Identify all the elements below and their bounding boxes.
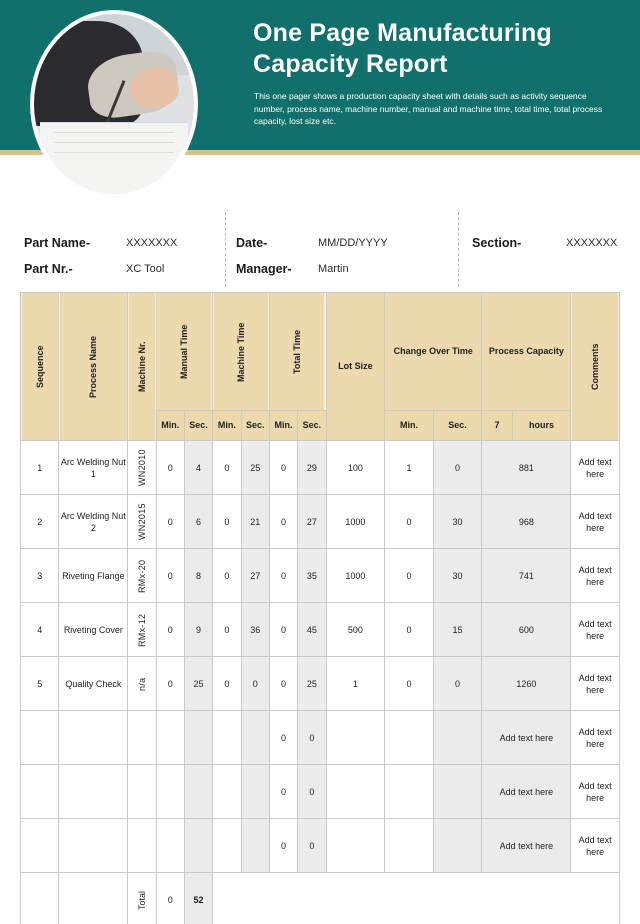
cell-machine-sec bbox=[241, 711, 269, 765]
cell-comment[interactable]: Add text here bbox=[571, 495, 620, 549]
cell-sequence bbox=[21, 711, 59, 765]
cell-total-sec: 35 bbox=[298, 549, 326, 603]
cell-manual-min: 0 bbox=[156, 441, 184, 495]
cell-machine-sec: 21 bbox=[241, 495, 269, 549]
paper-line bbox=[54, 152, 173, 153]
cell-manual-min: 0 bbox=[156, 549, 184, 603]
cell-total-min: 0 bbox=[269, 819, 297, 873]
cell-process: Quality Check bbox=[59, 657, 128, 711]
section-label: Section- bbox=[472, 236, 522, 250]
cell-total-min: 0 bbox=[269, 657, 297, 711]
cell-lot-size: 1 bbox=[326, 657, 385, 711]
cell-process-capacity: 1260 bbox=[482, 657, 571, 711]
cell-process-capacity: 968 bbox=[482, 495, 571, 549]
paper-line bbox=[54, 132, 173, 133]
cell-total-sec: 52 bbox=[184, 873, 212, 924]
cell-process: Riveting Cover bbox=[59, 603, 128, 657]
th-lot-size: Lot Size bbox=[326, 293, 385, 441]
cell-comment[interactable]: Add text here bbox=[571, 603, 620, 657]
cell-process-capacity: 600 bbox=[482, 603, 571, 657]
th-sequence: Sequence bbox=[21, 293, 59, 441]
cell-total-sec: 0 bbox=[298, 711, 326, 765]
cell-manual-sec: 9 bbox=[184, 603, 212, 657]
cell-comment[interactable]: Add text here bbox=[571, 549, 620, 603]
table-body bbox=[21, 441, 620, 924]
th-capacity-seven: 7 bbox=[482, 411, 512, 441]
cell-sequence: 4 bbox=[21, 603, 59, 657]
th-capacity-hours: hours bbox=[512, 411, 571, 441]
cell-changeover-min: 0 bbox=[385, 495, 434, 549]
cell-changeover-min: 0 bbox=[385, 549, 434, 603]
cell-total-sec: 29 bbox=[298, 441, 326, 495]
th-comments: Comments bbox=[571, 293, 620, 441]
table-row[interactable] bbox=[21, 603, 620, 657]
cell-machine-min: 0 bbox=[213, 441, 241, 495]
cell-process: Arc Welding Nut 1 bbox=[59, 441, 128, 495]
cell-changeover-sec: 30 bbox=[433, 549, 482, 603]
table-row[interactable] bbox=[21, 441, 620, 495]
part-name-value: XXXXXXX bbox=[126, 237, 178, 249]
th-manual-sec: Sec. bbox=[184, 411, 212, 441]
cell-process-capacity[interactable]: Add text here bbox=[482, 765, 571, 819]
capacity-table-wrapper bbox=[20, 292, 620, 924]
table-header-row-1 bbox=[21, 293, 620, 411]
cell-sequence: 2 bbox=[21, 495, 59, 549]
cell-manual-min bbox=[156, 711, 184, 765]
cell-machine-min: 0 bbox=[213, 495, 241, 549]
cell-machine: WN2010 bbox=[128, 441, 156, 495]
cell-changeover-sec: 30 bbox=[433, 495, 482, 549]
cell-manual-sec bbox=[184, 711, 212, 765]
cell-lot-size: 1000 bbox=[326, 495, 385, 549]
cell-total-sec: 45 bbox=[298, 603, 326, 657]
page-title: One Page Manufacturing Capacity Report bbox=[253, 19, 552, 78]
cell-changeover-sec bbox=[433, 765, 482, 819]
cell-manual-min: 0 bbox=[156, 657, 184, 711]
cell-process bbox=[59, 765, 128, 819]
cell-total-empty bbox=[21, 873, 59, 924]
cell-changeover-min: 0 bbox=[385, 603, 434, 657]
cell-machine: WN2015 bbox=[128, 495, 156, 549]
cell-machine-min: 0 bbox=[213, 657, 241, 711]
cell-process-capacity[interactable]: Add text here bbox=[482, 711, 571, 765]
cell-process-capacity: 741 bbox=[482, 549, 571, 603]
th-machine-min: Min. bbox=[213, 411, 241, 441]
info-divider-1 bbox=[225, 212, 226, 287]
cell-manual-sec: 8 bbox=[184, 549, 212, 603]
cell-changeover-min: 1 bbox=[385, 441, 434, 495]
cell-machine bbox=[128, 819, 156, 873]
cell-total-min: 0 bbox=[269, 441, 297, 495]
cell-lot-size: 100 bbox=[326, 441, 385, 495]
cell-machine bbox=[128, 711, 156, 765]
cell-machine-sec: 25 bbox=[241, 441, 269, 495]
cell-machine-min: 0 bbox=[213, 549, 241, 603]
th-manual-min: Min. bbox=[156, 411, 184, 441]
cell-lot-size bbox=[326, 711, 385, 765]
cell-sequence bbox=[21, 819, 59, 873]
table-row[interactable] bbox=[21, 657, 620, 711]
th-manual-time: Manual Time bbox=[156, 293, 213, 411]
cell-manual-min: 0 bbox=[156, 603, 184, 657]
cell-sequence: 5 bbox=[21, 657, 59, 711]
cell-machine-min bbox=[213, 819, 241, 873]
th-process-capacity: Process Capacity bbox=[482, 293, 571, 411]
cell-machine: RMx-12 bbox=[128, 603, 156, 657]
table-row[interactable] bbox=[21, 819, 620, 873]
date-value: MM/DD/YYYY bbox=[318, 237, 388, 249]
cell-process-capacity: 881 bbox=[482, 441, 571, 495]
cell-total-min: 0 bbox=[269, 765, 297, 819]
cell-machine-min: 0 bbox=[213, 603, 241, 657]
cell-lot-size: 500 bbox=[326, 603, 385, 657]
cell-comment[interactable]: Add text here bbox=[571, 657, 620, 711]
cell-machine-sec: 0 bbox=[241, 657, 269, 711]
manager-value: Martin bbox=[318, 263, 349, 275]
date-label: Date- bbox=[236, 236, 268, 250]
cell-manual-sec: 25 bbox=[184, 657, 212, 711]
cell-machine-sec: 36 bbox=[241, 603, 269, 657]
cell-changeover-min bbox=[385, 765, 434, 819]
cell-total-sec: 27 bbox=[298, 495, 326, 549]
cell-machine: RMx-20 bbox=[128, 549, 156, 603]
cell-machine: n/a bbox=[128, 657, 156, 711]
manager-label: Manager- bbox=[236, 262, 292, 276]
cell-process bbox=[59, 819, 128, 873]
cell-total-min: 0 bbox=[156, 873, 184, 924]
cell-total-min: 0 bbox=[269, 603, 297, 657]
capacity-table bbox=[20, 292, 620, 924]
cell-changeover-sec: 0 bbox=[433, 657, 482, 711]
th-change-over-time: Change Over Time bbox=[385, 293, 482, 411]
cell-sequence: 1 bbox=[21, 441, 59, 495]
cell-manual-sec bbox=[184, 819, 212, 873]
th-total-min: Min. bbox=[269, 411, 297, 441]
th-machine-sec: Sec. bbox=[241, 411, 269, 441]
cell-total-min: 0 bbox=[269, 549, 297, 603]
cell-manual-sec bbox=[184, 765, 212, 819]
cell-total-empty bbox=[59, 873, 128, 924]
cell-comment[interactable]: Add text here bbox=[571, 765, 620, 819]
report-info-block bbox=[20, 212, 620, 287]
cell-machine-min bbox=[213, 711, 241, 765]
cell-total-empty bbox=[213, 873, 620, 924]
page-subtitle: This one pager shows a production capacity sheet with details such as activity sequence number, process name, machine number, manual and machine time, total time, total process capacity, lost size etc. bbox=[254, 91, 603, 126]
th-changeover-min: Min. bbox=[385, 411, 434, 441]
cell-total-sec: 25 bbox=[298, 657, 326, 711]
cell-total-sec: 0 bbox=[298, 765, 326, 819]
cell-sequence bbox=[21, 765, 59, 819]
th-total-sec: Sec. bbox=[298, 411, 326, 441]
cell-manual-min bbox=[156, 819, 184, 873]
cell-total-min: 0 bbox=[269, 711, 297, 765]
cell-lot-size bbox=[326, 819, 385, 873]
cell-process: Arc Welding Nut 2 bbox=[59, 495, 128, 549]
cell-process: Riveting Flange bbox=[59, 549, 128, 603]
cell-changeover-min bbox=[385, 819, 434, 873]
cell-changeover-sec: 0 bbox=[433, 441, 482, 495]
cell-comment[interactable]: Add text here bbox=[571, 711, 620, 765]
table-total-row bbox=[21, 873, 620, 924]
cell-lot-size bbox=[326, 765, 385, 819]
table-row[interactable] bbox=[21, 549, 620, 603]
cell-changeover-sec bbox=[433, 711, 482, 765]
header-photo bbox=[30, 10, 198, 198]
photo-paper bbox=[40, 122, 187, 194]
cell-process-capacity[interactable]: Add text here bbox=[482, 819, 571, 873]
table-row[interactable] bbox=[21, 765, 620, 819]
part-name-label: Part Name- bbox=[24, 236, 90, 250]
cell-total-label: Total bbox=[128, 873, 156, 924]
cell-process bbox=[59, 711, 128, 765]
cell-total-min: 0 bbox=[269, 495, 297, 549]
cell-machine-min bbox=[213, 765, 241, 819]
th-machine-nr: Machine Nr. bbox=[128, 293, 156, 441]
cell-manual-min: 0 bbox=[156, 495, 184, 549]
cell-manual-sec: 6 bbox=[184, 495, 212, 549]
cell-machine-sec bbox=[241, 765, 269, 819]
cell-changeover-sec: 15 bbox=[433, 603, 482, 657]
cell-sequence: 3 bbox=[21, 549, 59, 603]
cell-changeover-min: 0 bbox=[385, 657, 434, 711]
cell-changeover-sec bbox=[433, 819, 482, 873]
cell-total-sec: 0 bbox=[298, 819, 326, 873]
part-nr-label: Part Nr.- bbox=[24, 262, 73, 276]
paper-line bbox=[54, 142, 173, 143]
section-value: XXXXXXX bbox=[566, 237, 618, 249]
cell-manual-sec: 4 bbox=[184, 441, 212, 495]
table-row[interactable] bbox=[21, 711, 620, 765]
part-nr-value: XC Tool bbox=[126, 263, 165, 275]
cell-comment[interactable]: Add text here bbox=[571, 819, 620, 873]
table-header bbox=[21, 293, 620, 441]
cell-comment[interactable]: Add text here bbox=[571, 441, 620, 495]
th-machine-time: Machine Time bbox=[213, 293, 270, 411]
cell-manual-min bbox=[156, 765, 184, 819]
th-process-name: Process Name bbox=[59, 293, 128, 441]
th-total-time: Total Time bbox=[269, 293, 326, 411]
cell-machine bbox=[128, 765, 156, 819]
info-divider-2 bbox=[458, 212, 459, 287]
table-row[interactable] bbox=[21, 495, 620, 549]
cell-lot-size: 1000 bbox=[326, 549, 385, 603]
cell-machine-sec bbox=[241, 819, 269, 873]
cell-changeover-min bbox=[385, 711, 434, 765]
th-changeover-sec: Sec. bbox=[433, 411, 482, 441]
cell-machine-sec: 27 bbox=[241, 549, 269, 603]
